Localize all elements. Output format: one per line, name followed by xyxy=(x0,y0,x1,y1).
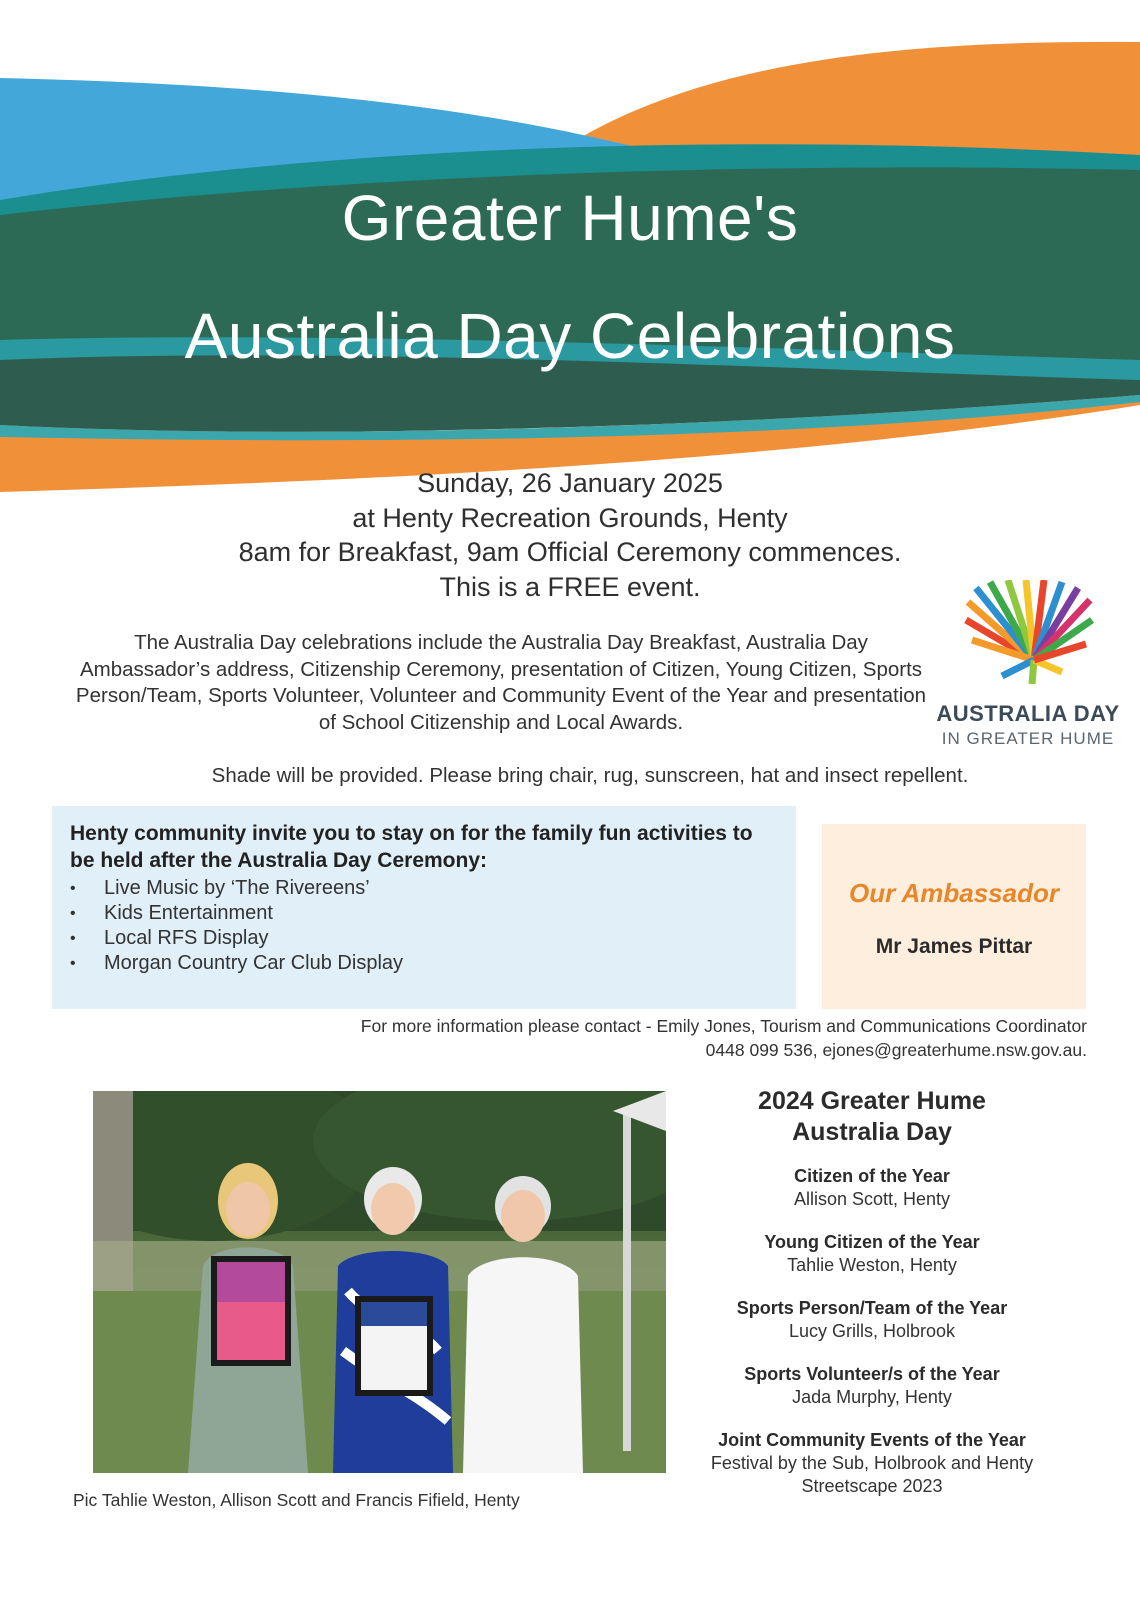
contact-line-1: For more information please contact - Emily Jones, Tourism and Communications Coordinator xyxy=(360,1016,1087,1036)
logo-subtitle: IN GREATER HUME xyxy=(941,729,1115,748)
award-item xyxy=(690,1165,1054,1211)
event-times: 8am for Breakfast, 9am Official Ceremony commences. xyxy=(238,537,902,567)
page-title-line-2: Australia Day Celebrations xyxy=(184,300,956,372)
photo-illustration xyxy=(93,1091,666,1473)
award-name: Sports Volunteer/s of the Year xyxy=(744,1364,1000,1384)
award-winner: Jada Murphy, Henty xyxy=(792,1387,952,1407)
award-name: Sports Person/Team of the Year xyxy=(736,1298,1008,1318)
award-name: Young Citizen of the Year xyxy=(764,1232,980,1252)
event-info xyxy=(170,466,970,604)
award-winner: Lucy Grills, Holbrook xyxy=(788,1321,956,1341)
award-winner: Festival by the Sub, Holbrook and Henty Streetscape 2023 xyxy=(710,1453,1034,1496)
list-item: • Local RFS Display xyxy=(70,926,778,951)
ambassador-title: Our Ambassador xyxy=(849,878,1059,908)
award-winner: Allison Scott, Henty xyxy=(793,1189,951,1209)
activities-list xyxy=(70,876,778,976)
event-cost: This is a FREE event. xyxy=(439,571,701,602)
awards-title xyxy=(690,1086,1054,1148)
event-date: Sunday, 26 January 2025 xyxy=(417,468,723,498)
award-item xyxy=(690,1297,1054,1343)
event-description: The Australia Day celebrations include the Australia Day Breakfast, Australia Day Ambassador’s address, Citizenship Ceremony, presentation of Citizen, Young Citizen, Sports Person/Team, Sports Volunteer, Volunteer and Community Event of the Year and presentation of School Citizenship and Local Awards. xyxy=(75,631,927,734)
contact-line-2: 0448 099 536, ejones@greaterhume.nsw.gov.au. xyxy=(705,1039,1087,1060)
activities-box xyxy=(52,806,796,1009)
award-name: Joint Community Events of the Year xyxy=(718,1430,1026,1450)
ambassador-name: Mr James Pittar xyxy=(875,935,1033,958)
shade-note: Shade will be provided. Please bring chair, rug, sunscreen, hat and insect repellent. xyxy=(211,764,969,787)
logo-name: AUSTRALIA DAY xyxy=(936,701,1120,726)
australia-day-logo-icon xyxy=(962,580,1094,688)
award-item xyxy=(690,1231,1054,1277)
list-item: • Live Music by ‘The Rivereens’ xyxy=(70,876,778,901)
awards-list xyxy=(690,1086,1054,1498)
activities-heading: Henty community invite you to stay on for the family fun activities to be held after the Australia Day Ceremony: xyxy=(70,822,753,872)
australia-day-logo xyxy=(928,580,1128,750)
award-winners-photo xyxy=(93,1091,666,1473)
photo-caption: Pic Tahlie Weston, Allison Scott and Francis Fifield, Henty xyxy=(73,1490,520,1510)
list-item: • Kids Entertainment xyxy=(70,901,778,926)
page-title-line-1: Greater Hume's xyxy=(341,182,799,254)
ambassador-box xyxy=(822,824,1086,1009)
award-name: Citizen of the Year xyxy=(794,1166,950,1186)
award-item xyxy=(690,1429,1054,1498)
list-item: • Morgan Country Car Club Display xyxy=(70,951,778,976)
contact-info xyxy=(361,1015,1087,1062)
event-location: at Henty Recreation Grounds, Henty xyxy=(352,502,788,533)
award-winner: Tahlie Weston, Henty xyxy=(787,1255,957,1275)
awards-title-line-2: Australia Day xyxy=(792,1118,952,1146)
award-item xyxy=(690,1363,1054,1409)
awards-title-line-1: 2024 Greater Hume xyxy=(758,1087,986,1115)
